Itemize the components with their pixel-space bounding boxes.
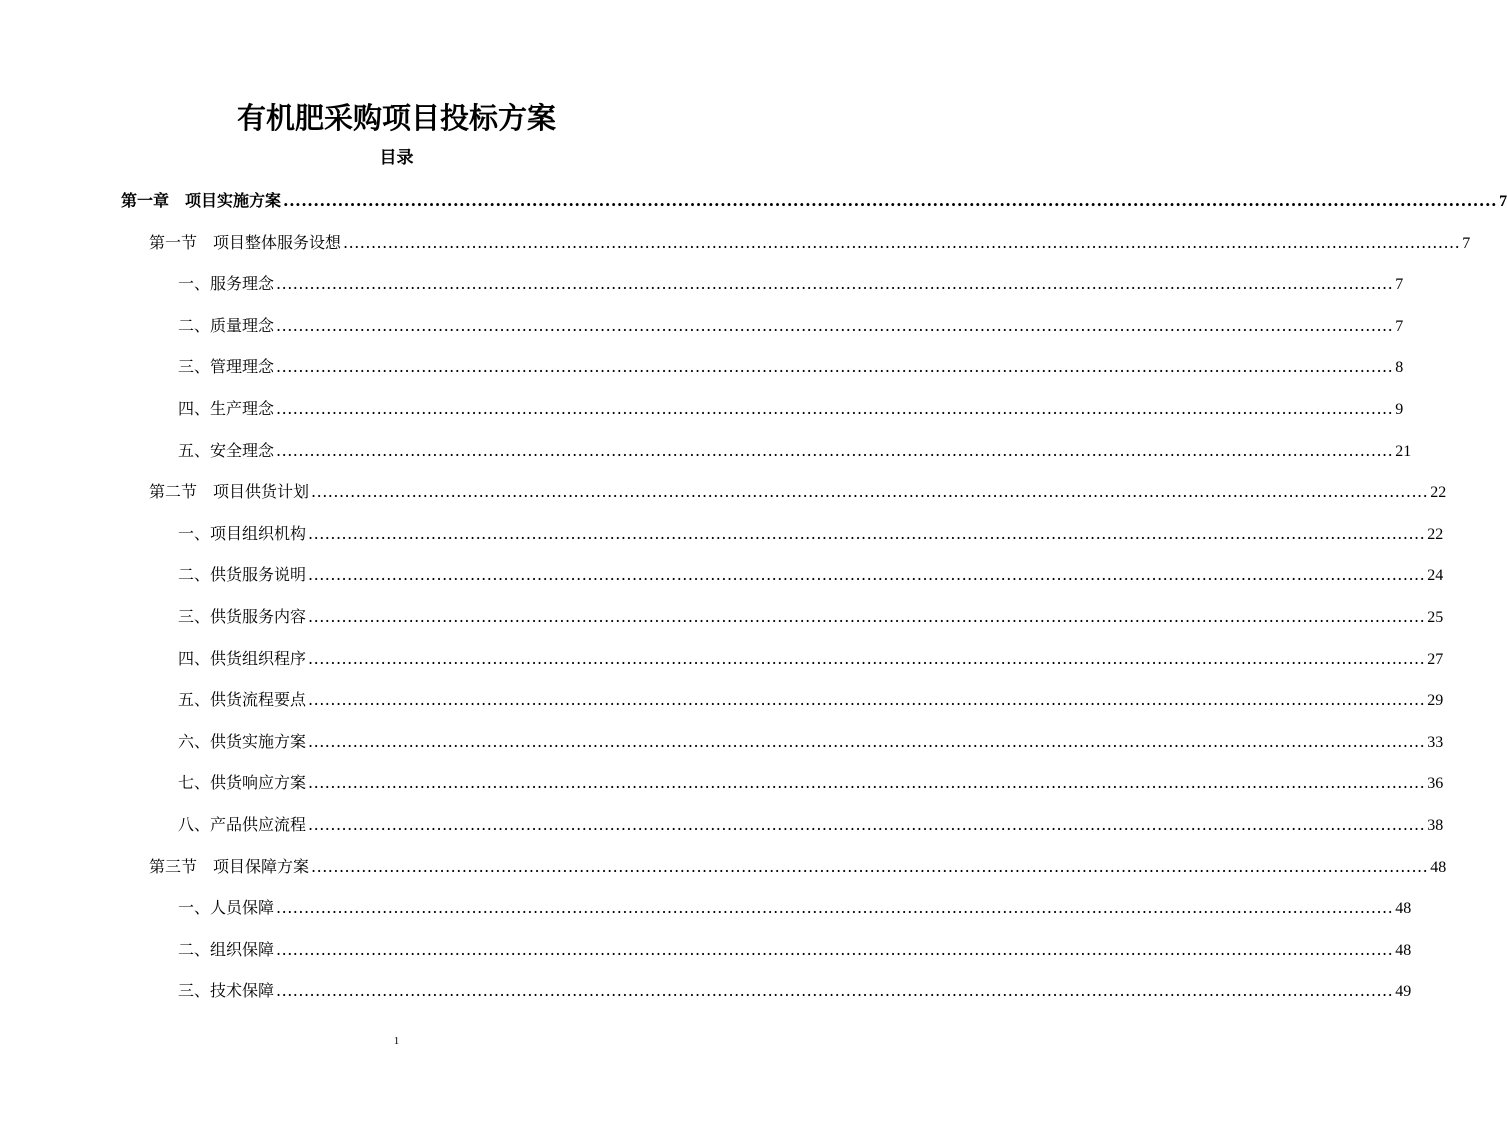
toc-entry-label: 八、产品供应流程	[178, 815, 307, 834]
page-number: 1	[393, 1035, 400, 1047]
toc-entry[interactable]	[178, 812, 1444, 838]
toc-entry-page: 49	[1395, 983, 1412, 1001]
toc-entry-label: 七、供货响应方案	[178, 773, 307, 793]
toc-entry-label: 一、人员保障	[178, 898, 275, 918]
toc-entry-page: 48	[1395, 941, 1412, 959]
toc-dot-leader: ........................................................................................................................................................................................................	[308, 565, 1426, 585]
toc-entry-page: 48	[1395, 900, 1412, 918]
toc-entry-label: 三、供货服务内容	[178, 607, 307, 626]
toc-dot-leader: ........................................................................................................................................................................................................	[308, 523, 1426, 543]
toc-entry-page: 7	[1499, 193, 1507, 210]
toc-entry-page: 33	[1427, 733, 1444, 751]
toc-entry[interactable]	[149, 854, 1447, 880]
toc-dot-leader: ........................................................................................................................................................................................................	[276, 939, 1394, 959]
toc-entry-label: 第一节 项目整体服务设想	[149, 232, 342, 252]
toc-entry[interactable]	[178, 687, 1444, 713]
toc-entry-page: 9	[1395, 401, 1404, 418]
toc-dot-leader: ........................................................................................................................................................................................................	[276, 315, 1394, 335]
toc-entry-label: 四、生产理念	[178, 399, 275, 418]
toc-entry[interactable]	[178, 770, 1444, 796]
toc-entry-label: 一、服务理念	[178, 274, 275, 294]
toc-entry-label: 第一章 项目实施方案	[121, 191, 282, 210]
toc-dot-leader: ........................................................................................................................................................................................................	[276, 274, 1394, 294]
toc-entry-page: 22	[1427, 525, 1444, 543]
toc-dot-leader: ........................................................................................................................................................................................................	[311, 482, 1429, 502]
toc-dot-leader: ........................................................................................................................................................................................................	[308, 690, 1426, 710]
toc-entry-label: 五、供货流程要点	[178, 690, 307, 710]
toc-entry[interactable]	[178, 895, 1412, 921]
toc-dot-leader: ........................................................................................................................................................................................................	[343, 232, 1461, 252]
toc-entry-label: 二、供货服务说明	[178, 565, 307, 585]
toc-entry[interactable]	[178, 354, 1404, 380]
toc-dot-leader: ........................................................................................................................................................................................................	[308, 648, 1426, 668]
toc-entry-label: 第二节 项目供货计划	[149, 482, 310, 502]
toc-heading: 目录	[379, 148, 414, 168]
toc-entry-label: 第三节 项目保障方案	[149, 856, 310, 876]
toc-entry-label: 五、安全理念	[178, 440, 275, 460]
toc-entry[interactable]	[178, 438, 1412, 464]
toc-entry-page: 38	[1427, 817, 1444, 834]
toc-dot-leader: ........................................................................................................................................................................................................	[283, 191, 1498, 210]
toc-dot-leader: ........................................................................................................................................................................................................	[308, 815, 1426, 834]
toc-entry-label: 三、管理理念	[178, 357, 275, 377]
toc-entry-page: 8	[1395, 359, 1404, 377]
toc-entry-page: 27	[1427, 650, 1444, 668]
toc-dot-leader: ........................................................................................................................................................................................................	[308, 731, 1426, 751]
toc-entry[interactable]	[121, 188, 1507, 214]
toc-entry-label: 四、供货组织程序	[178, 648, 307, 668]
toc-dot-leader: ........................................................................................................................................................................................................	[276, 898, 1394, 918]
toc-dot-leader: ........................................................................................................................................................................................................	[276, 399, 1394, 418]
toc-dot-leader: ........................................................................................................................................................................................................	[276, 440, 1394, 460]
toc-entry-label: 二、组织保障	[178, 939, 275, 959]
toc-entry[interactable]	[178, 313, 1404, 339]
toc-entry[interactable]	[149, 479, 1447, 505]
toc-entry-page: 7	[1395, 276, 1404, 294]
toc-entry[interactable]	[178, 729, 1444, 755]
toc-entry[interactable]	[178, 521, 1444, 547]
toc-entry-page: 7	[1395, 317, 1404, 335]
toc-entry-page: 24	[1427, 567, 1444, 585]
toc-entry[interactable]	[178, 604, 1444, 630]
toc-entry-page: 36	[1427, 775, 1444, 793]
toc-dot-leader: ........................................................................................................................................................................................................	[276, 357, 1394, 377]
toc-dot-leader: ........................................................................................................................................................................................................	[308, 607, 1426, 626]
toc-dot-leader: ........................................................................................................................................................................................................	[311, 856, 1429, 876]
toc-entry-page: 48	[1430, 858, 1447, 876]
toc-entry-page: 21	[1395, 442, 1412, 460]
toc-entry[interactable]	[178, 562, 1444, 588]
toc-entry-label: 三、技术保障	[178, 981, 275, 1001]
toc-entry-label: 二、质量理念	[178, 315, 275, 335]
toc-entry-page: 25	[1427, 609, 1444, 626]
toc-entry[interactable]	[178, 271, 1404, 297]
toc-entry[interactable]	[178, 937, 1412, 963]
toc-entry-page: 22	[1430, 484, 1447, 502]
toc-entry[interactable]	[178, 396, 1404, 422]
toc-entry-label: 六、供货实施方案	[178, 731, 307, 751]
toc-dot-leader: ........................................................................................................................................................................................................	[276, 981, 1394, 1001]
toc-dot-leader: ........................................................................................................................................................................................................	[308, 773, 1426, 793]
toc-entry-page: 29	[1427, 692, 1444, 710]
toc-entry[interactable]	[149, 230, 1471, 256]
toc-entry-page: 7	[1462, 234, 1471, 252]
document-title: 有机肥采购项目投标方案	[236, 101, 556, 135]
toc-entry[interactable]	[178, 978, 1412, 1004]
toc-entry-label: 一、项目组织机构	[178, 523, 307, 543]
toc-entry[interactable]	[178, 646, 1444, 672]
